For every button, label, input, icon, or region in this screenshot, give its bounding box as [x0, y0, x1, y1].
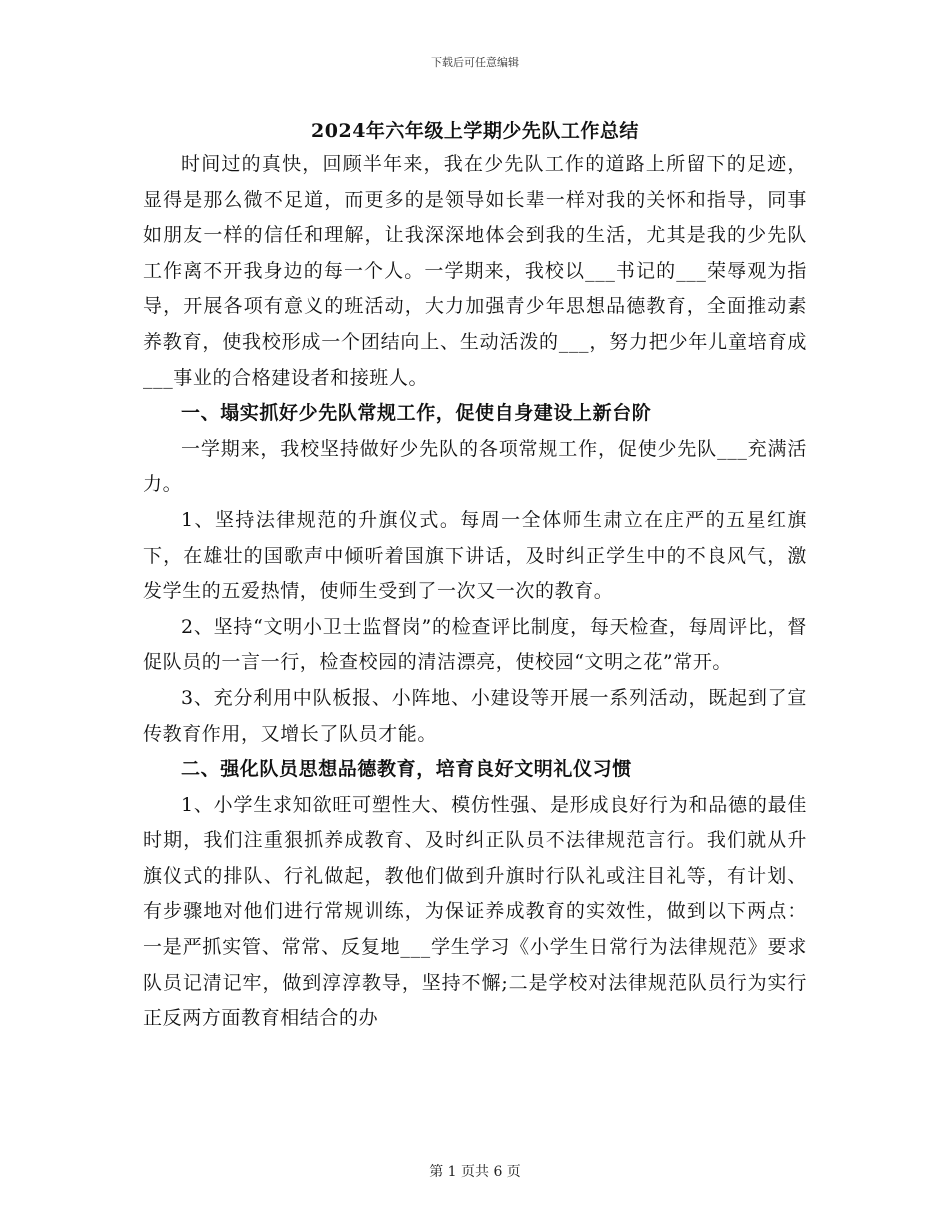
paragraph: 一学期来，我校坚持做好少先队的各项常规工作，促使少先队___充满活力。 — [143, 437, 807, 496]
section-heading: 二、强化队员思想品德教育，培育良好文明礼仪习惯 — [181, 758, 632, 781]
paragraph: 2、坚持“文明小卫士监督岗”的检查评比制度，每天检查，每周评比，督促队员的一言一行，检查校园的清洁漂亮，使校园“文明之花”常开。 — [143, 615, 807, 674]
document-title: 2024年六年级上学期少先队工作总结 — [311, 120, 639, 142]
header-note: 下载后可任意编辑 — [431, 56, 519, 69]
section-heading: 一、塌实抓好少先队常规工作，促使自身建设上新台阶 — [181, 402, 652, 425]
paragraph: 1、坚持法律规范的升旗仪式。每周一全体师生肃立在庄严的五星红旗下，在雄壮的国歌声中倾听着国旗下讲话，及时纠正学生中的不良风气，激发学生的五爱热情，使师生受到了一次又一次的教育。 — [143, 508, 807, 603]
paragraph: 3、充分利用中队板报、小阵地、小建设等开展一系列活动，既起到了宣传教育作用，又增长了队员才能。 — [143, 686, 807, 745]
paragraph: 1、小学生求知欲旺可塑性大、模仿性强、是形成良好行为和品德的最佳时期，我们注重狠抓养成教育、及时纠正队员不法律规范言行。我们就从升旗仪式的排队、行礼做起，教他们做到升旗时行队礼或注目礼等，有计划、有步骤地对他们进行常规训练，为保证养成教育的实效性，做到以下两点：一是严抓实管、常常、反复地___学生学习《小学生日常行为法律规范》要求队员记清记牢，做到淳淳教导，坚持不懈;二是学校对法律规范队员行为实行正反两方面教育相结合的办 — [143, 793, 807, 1030]
document-body — [143, 147, 807, 1037]
paragraph: 时间过的真快，回顾半年来，我在少先队工作的道路上所留下的足迹，显得是那么微不足道，而更多的是领导如长辈一样对我的关怀和指导，同事如朋友一样的信任和理解，让我深深地体会到我的生活，尤其是我的少先队工作离不开我身边的每一个人。一学期来，我校以___书记的___荣辱观为指导，开展各项有意义的班活动，大力加强青少年思想品德教育，全面推动素养教育，使我校形成一个团结向上、生动活泼的___，努力把少年儿童培育成___事业的合格建设者和接班人。 — [143, 153, 807, 389]
page-footer: 第 1 页共 6 页 — [429, 1164, 521, 1180]
